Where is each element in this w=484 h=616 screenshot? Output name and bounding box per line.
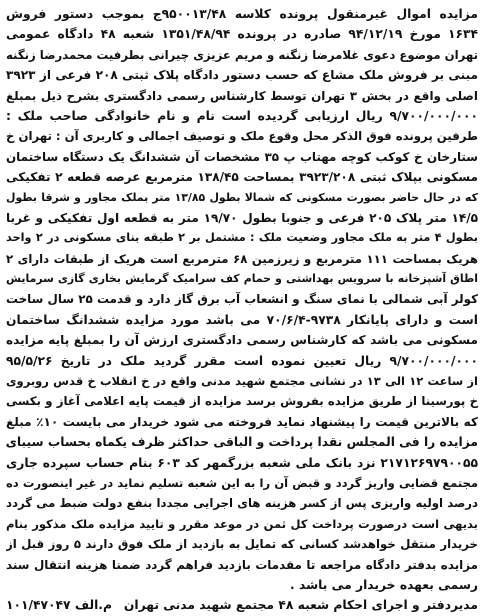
notice-line-last: رسمی بعهده خریدار می باشد .	[290, 577, 478, 592]
notice-line: مسکونی می باشد که کارشناس رسمی دادگستری ارزش آن را بمبلغ پایه مزایده	[6, 333, 478, 348]
notice-line: مزایده را فی المجلس نقدا پرداخت و الباقی حداکثر ظرف یکماه بحساب سیبای	[6, 435, 478, 450]
notice-line: که بالاترین قیمت را پیشنهاد نماید فروخته می شود خریدار می بایست ۱۰٪ مبلغ	[6, 414, 478, 429]
notice-line: مجتمع قضایی واریز گردد و قبض آن را به این شعبه تسلیم نماید در غیر اینصورت ده	[6, 475, 478, 490]
notice-line: از ساعت ۱۲ الی ۱۳ در نشانی مجتمع شهید مدنی واقع در خ انقلاب خ قدس روبروی	[6, 374, 478, 389]
notice-line: ۹/۷۰۰/۰۰۰/۰۰۰ ریال تعیین نموده است مقرر گردید ملک در تاریخ ۹۵/۵/۲۶	[6, 353, 478, 368]
notice-line: مبنی بر فروش ملک مشاع که حسب دستور دادگاه پلاک ثبتی ۲۰۸ فرعی از ۳۹۲۳	[6, 68, 478, 83]
notice-line: است و دارای پایانکار ۹۷۳۸-۷۰/۶/۴ می باشد مورد مزایده ششدانگ ساختمان	[6, 312, 478, 327]
notice-line: ستارخان خ کوکب کوچه مهتاب پ ۳۵ مشخصات آن ششدانگ یک دستگاه ساختمان	[6, 149, 478, 164]
notice-line: که در حال حاضر بصورت مسکونی که شمالا بطول ۱۳/۸۵ متر بملک مجاور و شرقا بطول	[6, 190, 478, 204]
notice-line: اصلی واقع در بخش ۳ تهران توسط کارشناس رسمی دادگستری بشرح ذیل بمبلغ	[6, 88, 478, 103]
notice-line: بدیهی است درصورت پرداخت کل ثمن در موعد مقرر و تایید مزایده ملک مذکور بنام	[6, 516, 478, 531]
notice-line: درصد اولیه واریزی پس از کسر هزینه های اجرایی مجددا بنفع دولت ضبط می گردد	[6, 496, 478, 511]
notice-line: مزایده اموال غیرمنقول پرونده کلاسه ۹۵۰۰۱۳/۴۸ج بموجب دستور فروش	[6, 7, 478, 21]
notice-line: بطول ۴ متر به ملک مجاور وضعیت ملک : مشتمل بر ۲ طبقه بنای مسکونی در ۲ واحد	[6, 231, 478, 245]
notice-line: اطاق آشپزخانه با سرویس بهداشتی و حمام کف سرامیک گرمایش بخاری گازی سرمایش	[6, 272, 478, 286]
notice-line: خریدار منتقل خواهدشد کسانی که تمایل به بازدید از ملک فوق دارند ۵ روز قبل از	[6, 537, 478, 552]
notice-line: مزایده بدفتر دادگاه مراجعه تا مقدمات بازدید فراهم گردد ضمنا هزینه انتقال سند	[6, 557, 478, 572]
notice-line: هریک بمساحت ۱۱۱ مترمربع و زیرزمین ۶۸ مترمربع است هریک از طبقات دارای ۲	[6, 251, 478, 266]
notice-line: مسکونی بپلاک ثبتی ۳۹۲۳/۲۰۸ بمساحت ۱۳۸/۴۵ مترمربع عرصه قطعه ۲ تفکیکی	[6, 170, 478, 185]
notice-footer	[6, 595, 478, 615]
notice-code: ۱۰۱/۴۷۰۴۷ م.الف	[6, 598, 112, 613]
issuer-signature: مدیردفتر و اجرای احکام شعبه ۴۸ مجتمع شهید مدنی تهران	[123, 598, 478, 613]
notice-line: تهران موضوع دعوی غلامرضا زنگنه و مریم عزیزی چیرانی بطرفیت محمدرضا زنگنه	[6, 47, 478, 62]
notice-line: خ پورسینا از طریق مزایده بفروش برسد مزایده از قیمت پایه اعلامی آغاز و بکسی	[6, 394, 478, 409]
notice-line: کولر آبی شمالی با نمای سنگ و انشعاب آب برق گاز دارد و قدمت ۲۵ سال ساخت	[6, 292, 478, 307]
notice-line: ۱۴/۵ متر پلاک ۲۰۵ فرعی و جنوبا بطول ۱۹/۷۰ متر به قطعه اول تفکیکی و غربا	[6, 210, 478, 225]
notice-line: ۹/۷۰۰/۰۰۰/۰۰۰ ریال ارزیابی گردیده است نام و نام خانوادگی صاحب ملک :	[6, 108, 478, 123]
notice-line: طرفین پرونده فوق الذکر محل وقوع ملک و توصیف اجمالی و کاربری آن : تهران خ	[6, 129, 478, 144]
notice-line: ۱۶۳۴ مورخ ۹۴/۱۲/۱۹ صادره در پرونده ۱۳۵۱/۴۸/۹۴ شعبه ۴۸ دادگاه عمومی	[6, 27, 478, 42]
notice-line: ۲۱۷۱۲۶۹۷۹۰۰۵۵ نزد بانک ملی شعبه بزرگمهر کد ۶۰۳ بنام حساب سپرده جاری	[6, 455, 478, 470]
